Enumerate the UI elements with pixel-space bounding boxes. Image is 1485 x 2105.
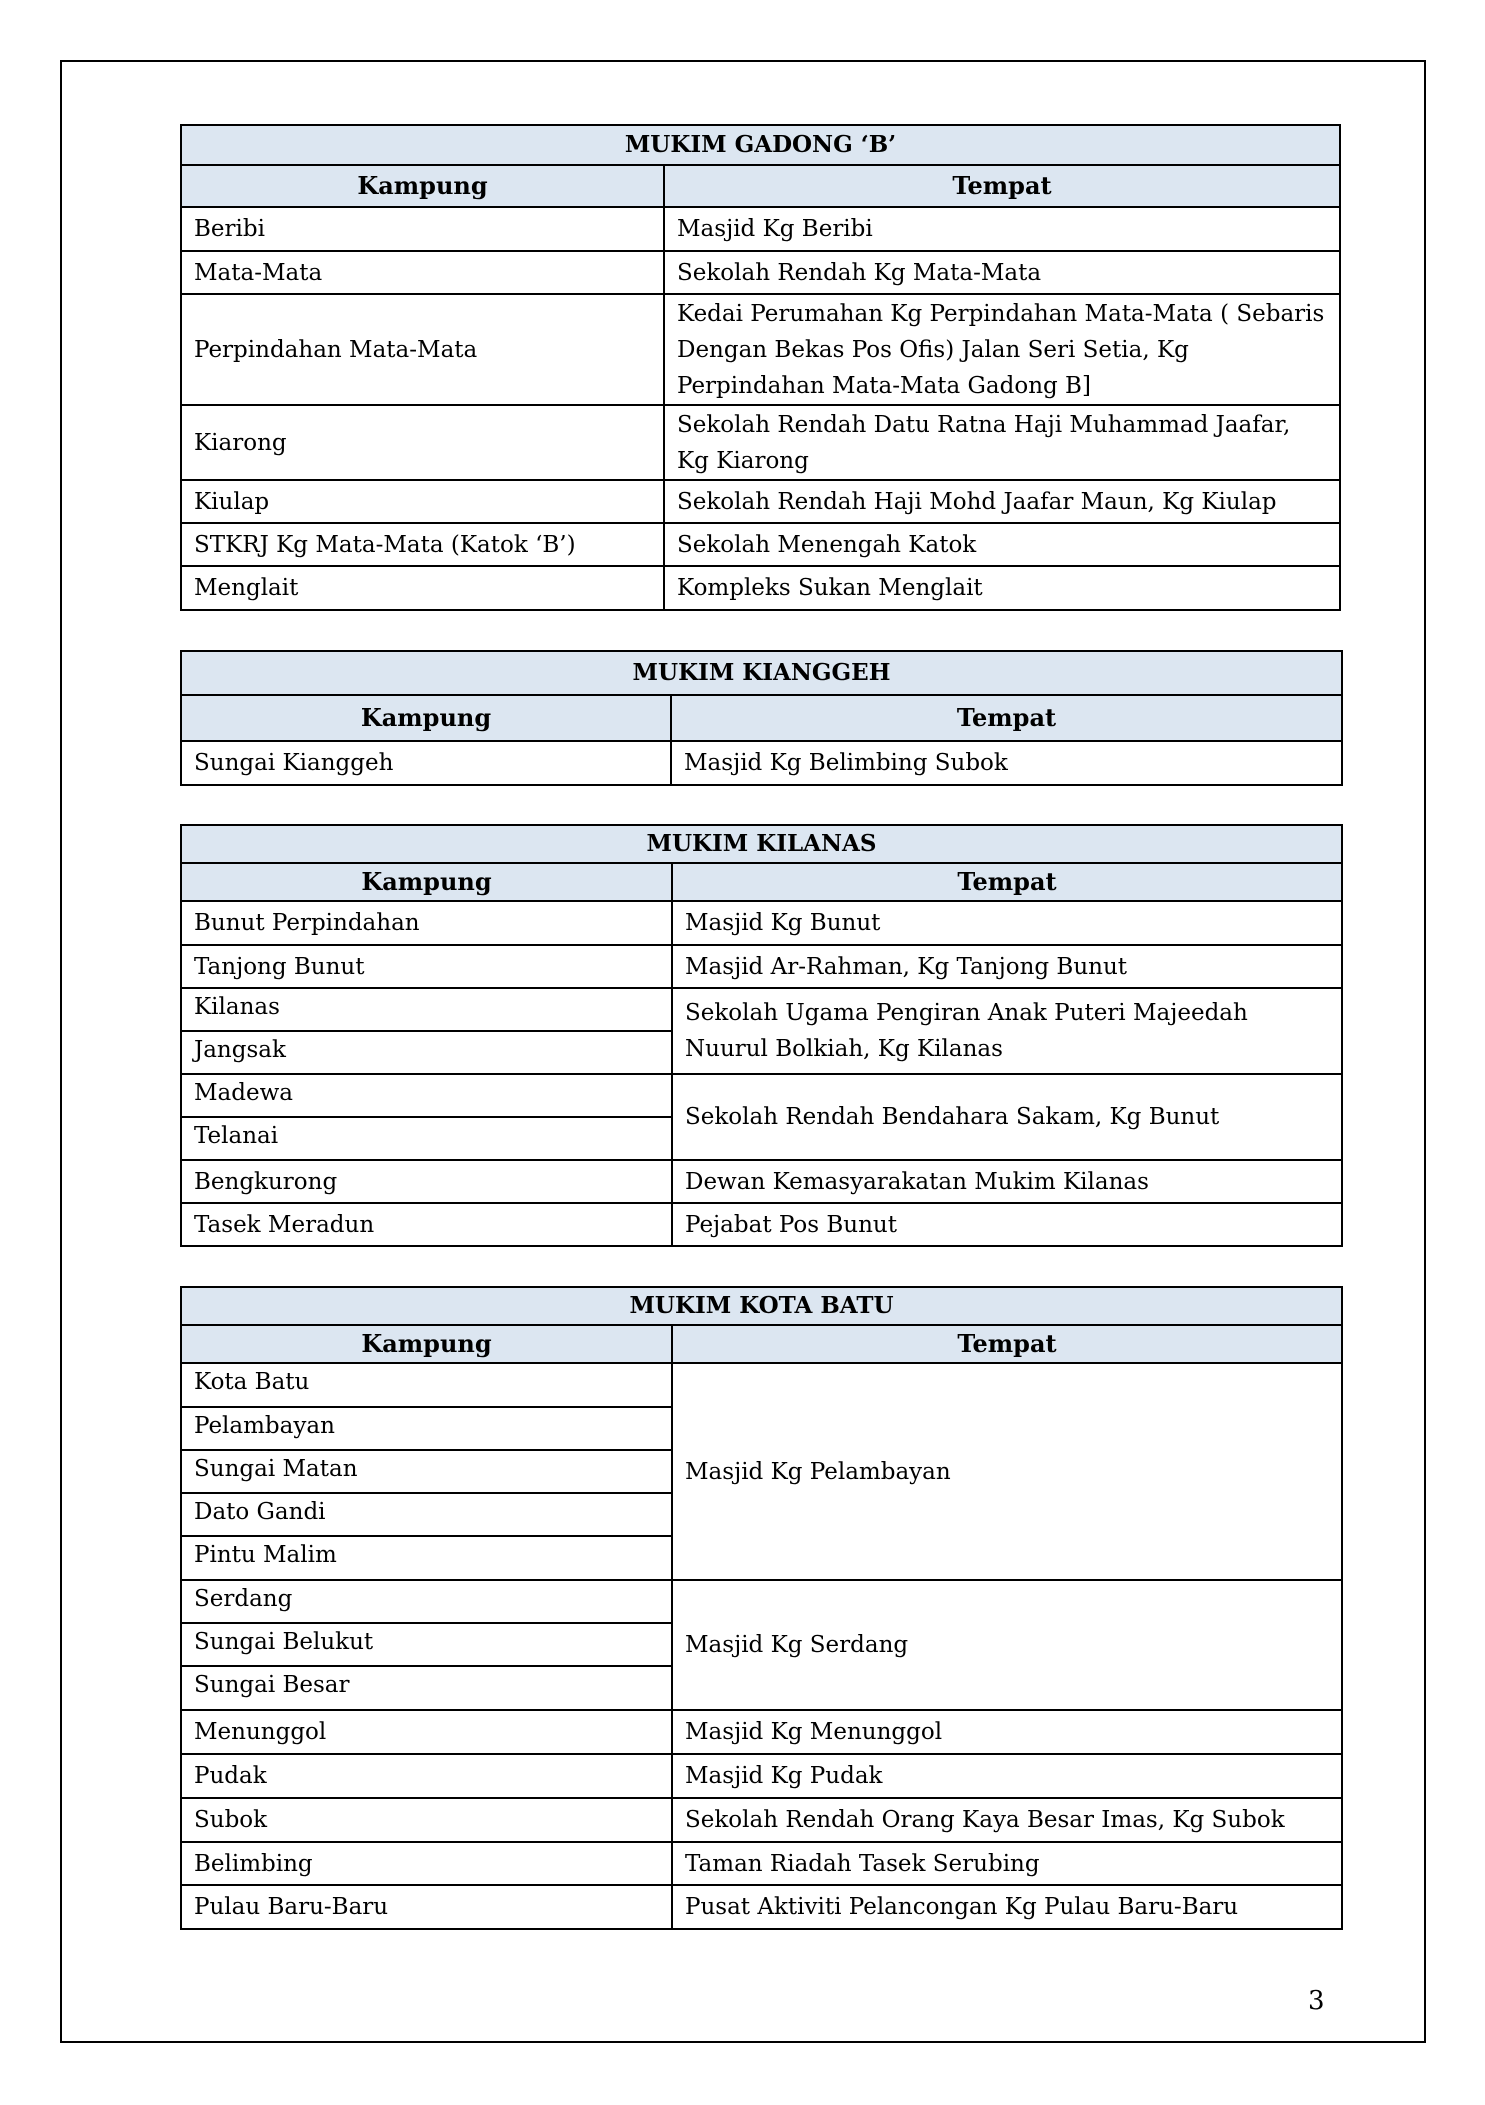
- kampung-cell: Beribi: [181, 207, 664, 251]
- tempat-cell: Kedai Perumahan Kg Perpindahan Mata-Mata ( Sebaris Dengan Bekas Pos Ofis) Jalan Seri Setia, Kg Perpindahan Mata-Mata Gadong B]: [664, 294, 1340, 405]
- tempat-cell: Masjid Kg Beribi: [664, 207, 1340, 251]
- kampung-cell: Dato Gandi: [181, 1493, 672, 1536]
- kampung-cell: Tanjong Bunut: [181, 945, 672, 988]
- tempat-cell: Masjid Kg Pelambayan: [672, 1363, 1342, 1580]
- table-body: [181, 1287, 1342, 1929]
- table-row: [181, 294, 1340, 405]
- column-header-kampung: Kampung: [181, 863, 672, 901]
- table-body: [181, 125, 1340, 610]
- kampung-cell: Perpindahan Mata-Mata: [181, 294, 664, 405]
- column-header-tempat: Tempat: [671, 695, 1342, 741]
- tempat-cell: Pejabat Pos Bunut: [672, 1203, 1342, 1246]
- table-row: [181, 1885, 1342, 1929]
- tempat-cell: Masjid Kg Serdang: [672, 1580, 1342, 1710]
- tempat-cell: Sekolah Rendah Datu Ratna Haji Muhammad Jaafar, Kg Kiarong: [664, 405, 1340, 480]
- column-header-kampung: Kampung: [181, 695, 671, 741]
- kampung-cell: Sungai Belukut: [181, 1623, 672, 1666]
- kampung-cell: Jangsak: [181, 1031, 672, 1074]
- table-row: [181, 480, 1340, 523]
- table-header-row: [181, 863, 1342, 901]
- tempat-cell: Masjid Kg Pudak: [672, 1754, 1342, 1798]
- kampung-cell: Menunggol: [181, 1710, 672, 1754]
- kampung-cell: STKRJ Kg Mata-Mata (Katok ‘B’): [181, 523, 664, 566]
- table-row: [181, 945, 1342, 988]
- table-row: [181, 1580, 1342, 1623]
- table-row: [181, 1710, 1342, 1754]
- kampung-cell: Kiarong: [181, 405, 664, 480]
- column-header-kampung: Kampung: [181, 165, 664, 207]
- kampung-cell: Sungai Kianggeh: [181, 741, 671, 785]
- table-body: [181, 825, 1342, 1246]
- table-title-row: [181, 125, 1340, 165]
- column-header-kampung: Kampung: [181, 1325, 672, 1363]
- kampung-cell: Menglait: [181, 566, 664, 610]
- table-row: [181, 901, 1342, 945]
- table-title-row: [181, 651, 1342, 695]
- tempat-cell: Dewan Kemasyarakatan Mukim Kilanas: [672, 1160, 1342, 1203]
- table-row: [181, 566, 1340, 610]
- table-row: [181, 1798, 1342, 1842]
- table-row: [181, 1074, 1342, 1117]
- column-header-tempat: Tempat: [672, 1325, 1342, 1363]
- table-row: [181, 523, 1340, 566]
- kampung-cell: Sungai Matan: [181, 1450, 672, 1493]
- mukim-table-gadong-b: [180, 124, 1341, 611]
- table-title: MUKIM KOTA BATU: [181, 1287, 1342, 1325]
- table-row: [181, 1363, 1342, 1407]
- tempat-cell: Masjid Kg Belimbing Subok: [671, 741, 1342, 785]
- kampung-cell: Madewa: [181, 1074, 672, 1117]
- kampung-cell: Pudak: [181, 1754, 672, 1798]
- kampung-cell: Pulau Baru-Baru: [181, 1885, 672, 1929]
- kampung-cell: Subok: [181, 1798, 672, 1842]
- column-header-tempat: Tempat: [664, 165, 1340, 207]
- kampung-cell: Pintu Malim: [181, 1536, 672, 1580]
- kampung-cell: Belimbing: [181, 1842, 672, 1885]
- mukim-table-kota-batu: [180, 1286, 1343, 1930]
- kampung-cell: Sungai Besar: [181, 1666, 672, 1710]
- tempat-cell: Kompleks Sukan Menglait: [664, 566, 1340, 610]
- kampung-cell: Bengkurong: [181, 1160, 672, 1203]
- kampung-cell: Kiulap: [181, 480, 664, 523]
- page-number: 3: [1308, 1986, 1325, 2016]
- kampung-cell: Mata-Mata: [181, 251, 664, 294]
- kampung-cell: Serdang: [181, 1580, 672, 1623]
- table-row: [181, 405, 1340, 480]
- tempat-cell: Masjid Kg Menunggol: [672, 1710, 1342, 1754]
- mukim-table-kilanas: [180, 824, 1343, 1247]
- table-row: [181, 207, 1340, 251]
- table-title: MUKIM KILANAS: [181, 825, 1342, 863]
- mukim-table-kianggeh: [180, 650, 1343, 786]
- table-row: [181, 1160, 1342, 1203]
- tempat-cell: Sekolah Rendah Orang Kaya Besar Imas, Kg Subok: [672, 1798, 1342, 1842]
- kampung-cell: Bunut Perpindahan: [181, 901, 672, 945]
- kampung-cell: Kota Batu: [181, 1363, 672, 1407]
- kampung-cell: Tasek Meradun: [181, 1203, 672, 1246]
- table-header-row: [181, 165, 1340, 207]
- tempat-cell: Sekolah Rendah Haji Mohd Jaafar Maun, Kg Kiulap: [664, 480, 1340, 523]
- kampung-cell: Pelambayan: [181, 1407, 672, 1450]
- tempat-cell: Sekolah Rendah Bendahara Sakam, Kg Bunut: [672, 1074, 1342, 1160]
- table-title: MUKIM KIANGGEH: [181, 651, 1342, 695]
- table-header-row: [181, 1325, 1342, 1363]
- table-body: [181, 651, 1342, 785]
- table-header-row: [181, 695, 1342, 741]
- tempat-cell: Masjid Kg Bunut: [672, 901, 1342, 945]
- table-row: [181, 1203, 1342, 1246]
- table-row: [181, 251, 1340, 294]
- table-title-row: [181, 1287, 1342, 1325]
- table-title: MUKIM GADONG ‘B’: [181, 125, 1340, 165]
- kampung-cell: Kilanas: [181, 988, 672, 1031]
- tempat-cell: Sekolah Ugama Pengiran Anak Puteri Majeedah Nuurul Bolkiah, Kg Kilanas: [672, 988, 1342, 1074]
- tempat-cell: Masjid Ar-Rahman, Kg Tanjong Bunut: [672, 945, 1342, 988]
- table-row: [181, 1842, 1342, 1885]
- table-row: [181, 988, 1342, 1031]
- tempat-cell: Pusat Aktiviti Pelancongan Kg Pulau Baru-Baru: [672, 1885, 1342, 1929]
- tempat-cell: Sekolah Menengah Katok: [664, 523, 1340, 566]
- table-row: [181, 741, 1342, 785]
- table-row: [181, 1754, 1342, 1798]
- tempat-cell: Taman Riadah Tasek Serubing: [672, 1842, 1342, 1885]
- table-title-row: [181, 825, 1342, 863]
- column-header-tempat: Tempat: [672, 863, 1342, 901]
- kampung-cell: Telanai: [181, 1117, 672, 1160]
- tempat-cell: Sekolah Rendah Kg Mata-Mata: [664, 251, 1340, 294]
